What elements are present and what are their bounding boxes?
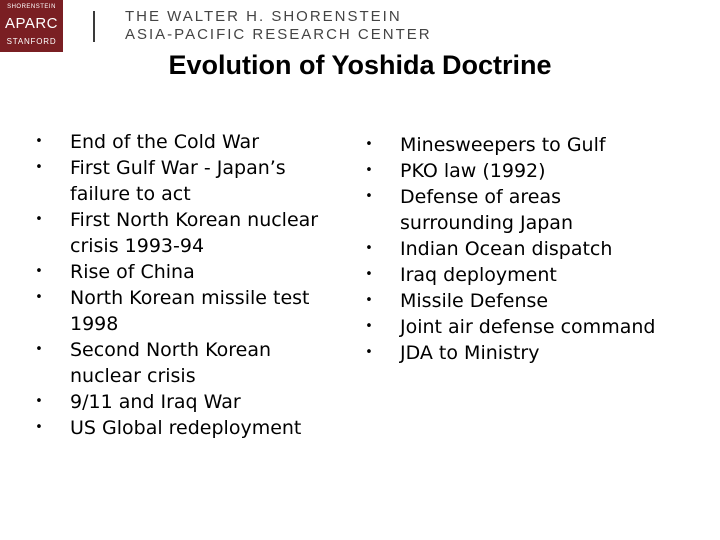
list-item-text: Minesweepers to Gulf bbox=[400, 134, 606, 156]
bullet-icon: • bbox=[35, 160, 43, 175]
list-item-text: US Global redeployment bbox=[70, 417, 302, 439]
list-item bbox=[359, 340, 659, 366]
logo-middle-text: APARC bbox=[4, 15, 59, 32]
bullet-icon: • bbox=[365, 267, 373, 282]
center-name-line2: ASIA-PACIFIC RESEARCH CENTER bbox=[125, 26, 432, 43]
list-item-text: Iraq deployment bbox=[400, 264, 557, 286]
logo-bottom-text: STANFORD bbox=[6, 37, 57, 46]
list-item-text: Rise of China bbox=[70, 261, 195, 283]
bullet-icon: • bbox=[365, 137, 373, 152]
list-item-text: Defense of areas surrounding Japan bbox=[400, 186, 573, 234]
list-item-text: PKO law (1992) bbox=[400, 160, 546, 182]
list-item bbox=[29, 207, 334, 259]
bullet-icon: • bbox=[35, 290, 43, 305]
list-item bbox=[29, 415, 334, 441]
list-item-text: Joint air defense command bbox=[400, 316, 656, 338]
list-item-text: First Gulf War - Japan’s failure to act bbox=[70, 157, 286, 205]
list-item bbox=[29, 155, 334, 207]
list-item bbox=[359, 184, 659, 236]
list-item bbox=[29, 129, 334, 155]
list-item-text: First North Korean nuclear crisis 1993-94 bbox=[70, 209, 319, 257]
bullet-icon: • bbox=[365, 163, 373, 178]
bullet-icon: • bbox=[365, 345, 373, 360]
bullet-icon: • bbox=[365, 293, 373, 308]
list-item bbox=[29, 389, 334, 415]
right-bullet-list bbox=[359, 132, 659, 366]
list-item bbox=[29, 285, 334, 337]
list-item-text: Missile Defense bbox=[400, 290, 549, 312]
bullet-icon: • bbox=[365, 241, 373, 256]
list-item bbox=[359, 314, 659, 340]
bullet-icon: • bbox=[365, 189, 373, 204]
aparc-logo bbox=[0, 0, 63, 52]
list-item-text: JDA to Ministry bbox=[400, 342, 540, 364]
list-item bbox=[359, 158, 659, 184]
bullet-icon: • bbox=[35, 212, 43, 227]
bullet-icon: • bbox=[35, 134, 43, 149]
list-item-text: End of the Cold War bbox=[70, 131, 260, 153]
bullet-icon: • bbox=[35, 264, 43, 279]
bullet-icon: • bbox=[35, 342, 43, 357]
list-item bbox=[359, 288, 659, 314]
list-item bbox=[29, 337, 334, 389]
list-item-text: Indian Ocean dispatch bbox=[400, 238, 613, 260]
list-item bbox=[29, 259, 334, 285]
center-name-line1: THE WALTER H. SHORENSTEIN bbox=[125, 8, 402, 25]
header-divider bbox=[93, 11, 95, 42]
list-item-text: North Korean missile test 1998 bbox=[70, 287, 310, 335]
list-item bbox=[359, 262, 659, 288]
left-bullet-list bbox=[29, 129, 334, 441]
slide-title: Evolution of Yoshida Doctrine bbox=[168, 50, 552, 80]
logo-top-text: SHORENSTEIN bbox=[7, 4, 56, 10]
list-item bbox=[359, 236, 659, 262]
list-item-text: Second North Korean nuclear crisis bbox=[70, 339, 272, 387]
bullet-icon: • bbox=[35, 420, 43, 435]
list-item bbox=[359, 132, 659, 158]
bullet-icon: • bbox=[35, 394, 43, 409]
bullet-icon: • bbox=[365, 319, 373, 334]
list-item-text: 9/11 and Iraq War bbox=[70, 391, 241, 413]
